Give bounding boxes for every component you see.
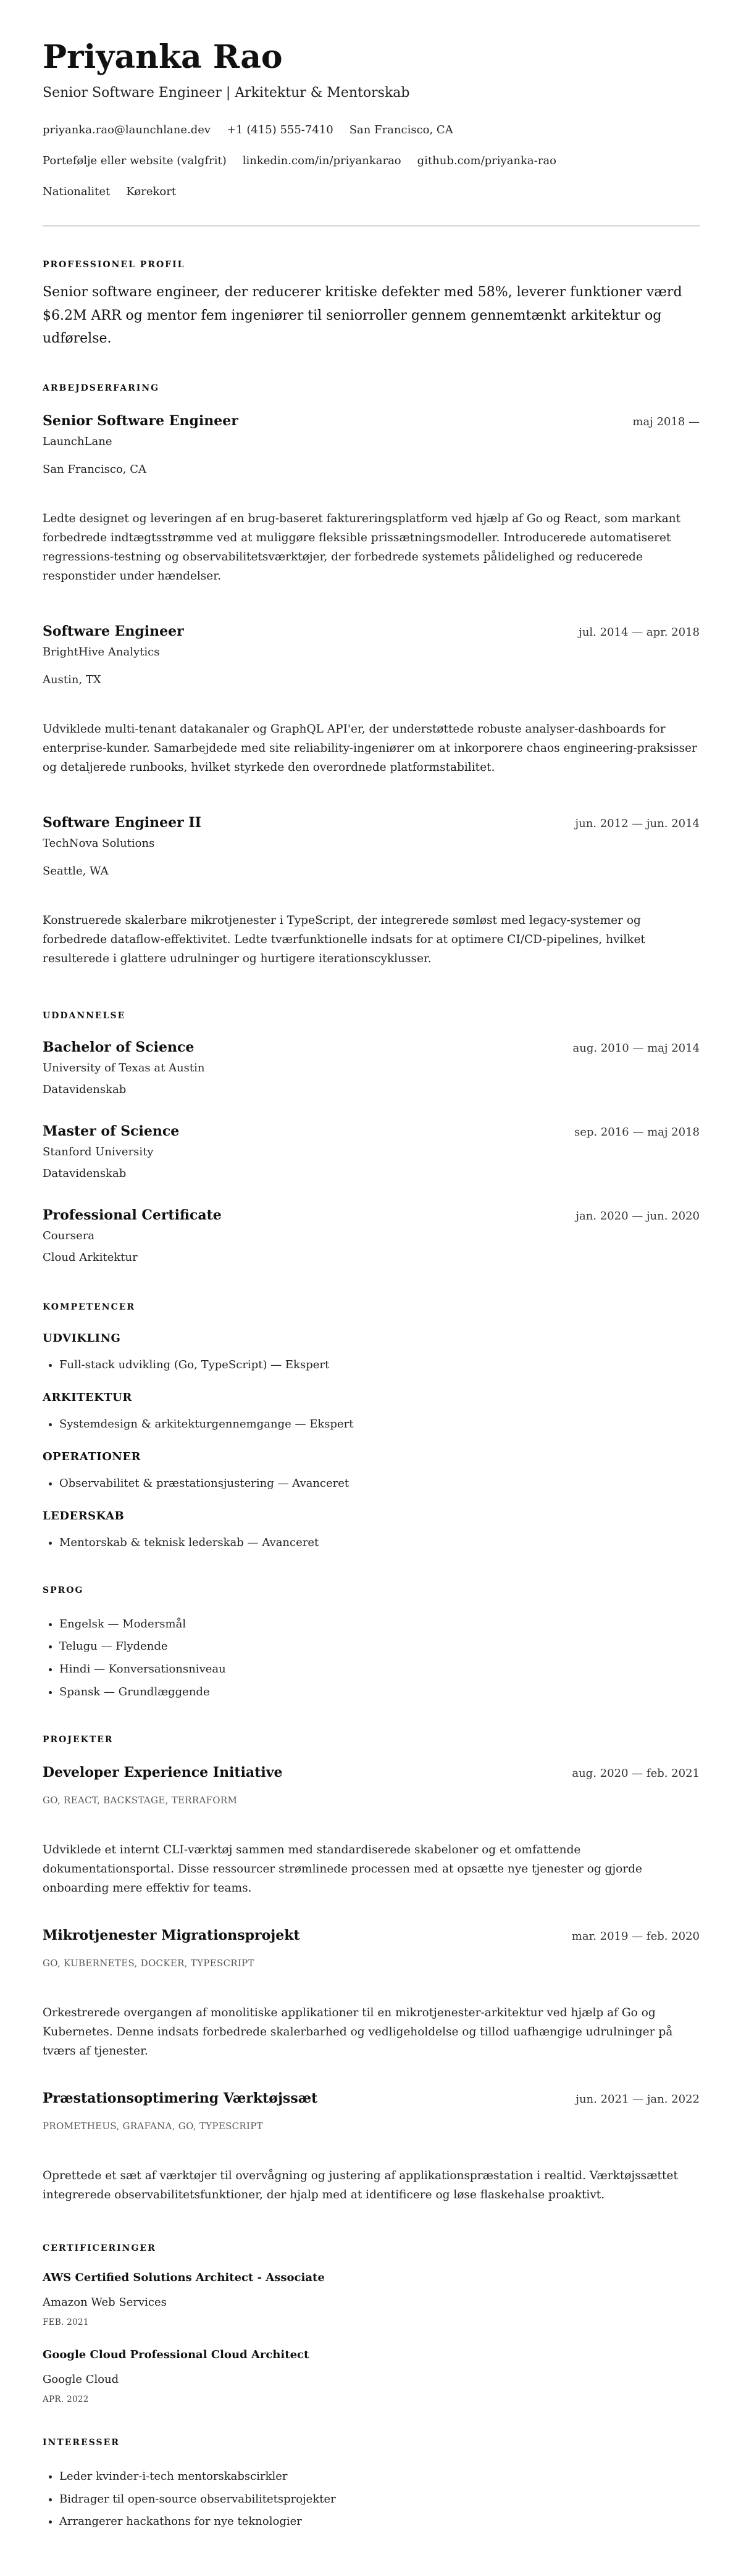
- location: San Francisco, CA: [349, 123, 453, 136]
- interests-section: [43, 2437, 700, 2533]
- skill-item: • Systemdesign & arkitekturgennemgange — Ekspert: [59, 1416, 700, 1432]
- section-heading: UDDANNELSE: [43, 1010, 126, 1021]
- section-heading: SPROG: [43, 1585, 84, 1595]
- certification-title: Google Cloud Professional Cloud Architect: [43, 2348, 309, 2361]
- job-title: Software Engineer: [43, 623, 184, 639]
- portfolio-link[interactable]: Portefølje eller website (valgfrit): [43, 154, 227, 167]
- linkedin-link[interactable]: linkedin.com/in/priyankarao: [242, 154, 401, 167]
- institution: Stanford University: [43, 1145, 154, 1158]
- skills-section: [43, 1301, 700, 1551]
- project-title: Mikrotjenester Migrationsprojekt: [43, 1927, 300, 1944]
- job-location: San Francisco, CA: [43, 462, 147, 476]
- skill-group: [43, 1509, 700, 1551]
- education-dates: aug. 2010 — maj 2014: [572, 1041, 700, 1055]
- project-tech-tags: GO, KUBERNETES, DOCKER, TYPESCRIPT: [43, 1958, 254, 1969]
- project-description: Orkestrerede overgangen af monolitiske applikationer til en mikrotjenester-arkitektur ved hjælp af Go og Kubernetes. Denne indsats forbedrede skalerbarhed og vedligeholdelse og tillod uafhængige udrulninger på tværs af tjenester.: [43, 2006, 673, 2058]
- interest-item: • Leder kvinder-i-tech mentorskabscirkler: [59, 2466, 700, 2488]
- education-section: [43, 1010, 700, 1266]
- project-tech-tags: GO, REACT, BACKSTAGE, TERRAFORM: [43, 1795, 238, 1806]
- project-entry: [43, 1764, 700, 1898]
- degree: Master of Science: [43, 1123, 180, 1139]
- project-title: Præstationsoptimering Værktøjssæt: [43, 2090, 318, 2107]
- job-entry: [43, 814, 700, 968]
- certification-date: FEB. 2021: [43, 2317, 89, 2327]
- project-dates: jun. 2021 — jan. 2022: [576, 2093, 700, 2106]
- degree: Bachelor of Science: [43, 1039, 195, 1055]
- header-divider: [43, 225, 700, 226]
- contact-row: [43, 183, 700, 201]
- skill-group-name: ARKITEKTUR: [43, 1390, 132, 1404]
- field-of-study: Datavidenskab: [43, 1166, 127, 1180]
- contact-info: [43, 121, 700, 201]
- job-description: Udviklede multi-tenant datakanaler og GraphQL API'er, der understøttede robuste analyser-dashboards for enterprise-kunder. Samarbejdede med site reliability-ingeniører om at inkorporere chaos engineering-praksisser og detaljerede runbooks, hvilket styrkede den overordnede platformstabilitet.: [43, 722, 697, 774]
- section-heading: INTERESSER: [43, 2437, 120, 2448]
- project-title: Developer Experience Initiative: [43, 1764, 283, 1781]
- skill-group: [43, 1450, 700, 1492]
- email-link[interactable]: priyanka.rao@launchlane.dev: [43, 123, 211, 136]
- job-entry: [43, 623, 700, 777]
- section-heading: ARBEJDSERFARING: [43, 383, 160, 393]
- contact-row: [43, 121, 700, 139]
- job-location: Seattle, WA: [43, 864, 109, 878]
- language-item: • Spansk — Grundlæggende: [59, 1681, 700, 1704]
- skill-item: • Full-stack udvikling (Go, TypeScript) — Ekspert: [59, 1357, 700, 1373]
- project-entry: [43, 2090, 700, 2204]
- resume-header: [43, 38, 700, 201]
- field-of-study: Datavidenskab: [43, 1082, 127, 1096]
- education-dates: sep. 2016 — maj 2018: [574, 1125, 700, 1139]
- job-company: LaunchLane: [43, 434, 112, 448]
- project-description: Udviklede et internt CLI-værktøj sammen med standardiserede skabeloner og et omfattende dokumentationsportal. Disse ressourcer strømlinede processen med at opsætte nye tjenester og gjorde onboarding mere effektiv for teams.: [43, 1843, 642, 1895]
- certification-issuer: Amazon Web Services: [43, 2295, 167, 2309]
- skill-group-name: LEDERSKAB: [43, 1509, 125, 1523]
- institution: Coursera: [43, 1229, 95, 1242]
- projects-section: [43, 1734, 700, 2204]
- drivers-license: Kørekort: [126, 185, 177, 198]
- job-title: Senior Software Engineer: [43, 412, 238, 429]
- job-dates: jun. 2012 — jun. 2014: [575, 816, 700, 830]
- language-item: • Hindi — Konversationsniveau: [59, 1658, 700, 1681]
- job-entry: [43, 412, 700, 586]
- certification-date: APR. 2022: [43, 2394, 89, 2404]
- certifications-section: [43, 2242, 700, 2405]
- candidate-name: Priyanka Rao: [43, 38, 283, 76]
- job-dates: maj 2018 —: [632, 415, 700, 428]
- job-company: TechNova Solutions: [43, 836, 155, 850]
- certification-entry: [43, 2348, 700, 2405]
- certification-title: AWS Certified Solutions Architect - Associate: [43, 2271, 325, 2284]
- section-heading: PROFESSIONEL PROFIL: [43, 260, 185, 270]
- language-item: • Engelsk — Modersmål: [59, 1613, 700, 1636]
- project-description: Oprettede et sæt af værktøjer til overvågning og justering af applikationspræstation i realtid. Værktøjssættet integrerede observabilitetsfunktioner, der hjalp med at identificere og løse flaskehalse proaktivt.: [43, 2169, 678, 2201]
- skill-group: [43, 1331, 700, 1373]
- project-entry: [43, 1927, 700, 2061]
- skill-group-name: UDVIKLING: [43, 1331, 121, 1345]
- job-location: Austin, TX: [43, 673, 101, 686]
- degree: Professional Certificate: [43, 1207, 222, 1223]
- skill-group-name: OPERATIONER: [43, 1450, 141, 1463]
- project-dates: aug. 2020 — feb. 2021: [572, 1767, 700, 1780]
- section-heading: CERTIFICERINGER: [43, 2243, 156, 2253]
- section-heading: PROJEKTER: [43, 1735, 114, 1745]
- education-entry: [43, 1039, 700, 1098]
- skill-item: • Mentorskab & teknisk lederskab — Avanceret: [59, 1535, 700, 1551]
- profile-summary: Senior software engineer, der reducerer kritiske defekter med 58%, leverer funktioner værd $6.2M ARR og mentor fem ingeniører til seniorroller gennem gennemtænkt arkitektur og udførelse.: [43, 285, 682, 346]
- education-entry: [43, 1207, 700, 1266]
- job-title: Software Engineer II: [43, 814, 201, 831]
- contact-row: [43, 152, 700, 170]
- languages-section: [43, 1584, 700, 1704]
- project-tech-tags: PROMETHEUS, GRAFANA, GO, TYPESCRIPT: [43, 2121, 263, 2132]
- interest-item: • Arrangerer hackathons for nye teknologier: [59, 2511, 700, 2533]
- certification-entry: [43, 2271, 700, 2328]
- github-link[interactable]: github.com/priyanka-rao: [417, 154, 556, 167]
- candidate-headline: Senior Software Engineer | Arkitektur & Mentorskab: [43, 85, 410, 101]
- profile-section: [43, 259, 700, 351]
- job-description: Ledte designet og leveringen af en brug-baseret faktureringsplatform ved hjælp af Go og React, som markant forbedrede indtægtsstrømme ved at muliggøre fleksible prissætningsmodeller. Introducerede automatiseret regressions-testning og observabilitetsværktøjer, der forbedrede systemets pålidelighed og reducerede responstider under hændelser.: [43, 512, 681, 583]
- job-dates: jul. 2014 — apr. 2018: [579, 625, 700, 639]
- education-entry: [43, 1123, 700, 1182]
- nationality: Nationalitet: [43, 185, 111, 198]
- experience-section: [43, 382, 700, 968]
- project-dates: mar. 2019 — feb. 2020: [571, 1930, 700, 1943]
- job-company: BrightHive Analytics: [43, 645, 160, 659]
- institution: University of Texas at Austin: [43, 1061, 205, 1074]
- language-item: • Telugu — Flydende: [59, 1635, 700, 1658]
- education-dates: jan. 2020 — jun. 2020: [576, 1209, 700, 1223]
- certification-issuer: Google Cloud: [43, 2372, 119, 2386]
- interest-item: • Bidrager til open-source observabilitetsprojekter: [59, 2488, 700, 2511]
- skill-item: • Observabilitet & præstationsjustering — Avanceret: [59, 1476, 700, 1492]
- field-of-study: Cloud Arkitektur: [43, 1250, 138, 1264]
- phone-number: +1 (415) 555-7410: [227, 123, 333, 136]
- job-description: Konstruerede skalerbare mikrotjenester i TypeScript, der integrerede sømløst med legacy-systemer og forbedrede dataflow-effektivitet. Ledte tværfunktionelle indsats for at optimere CI/CD-pipelines, hvilket resulterede i glattere udrulninger og hurtigere iterationscyklusser.: [43, 913, 645, 965]
- section-heading: KOMPETENCER: [43, 1302, 136, 1312]
- skill-group: [43, 1390, 700, 1432]
